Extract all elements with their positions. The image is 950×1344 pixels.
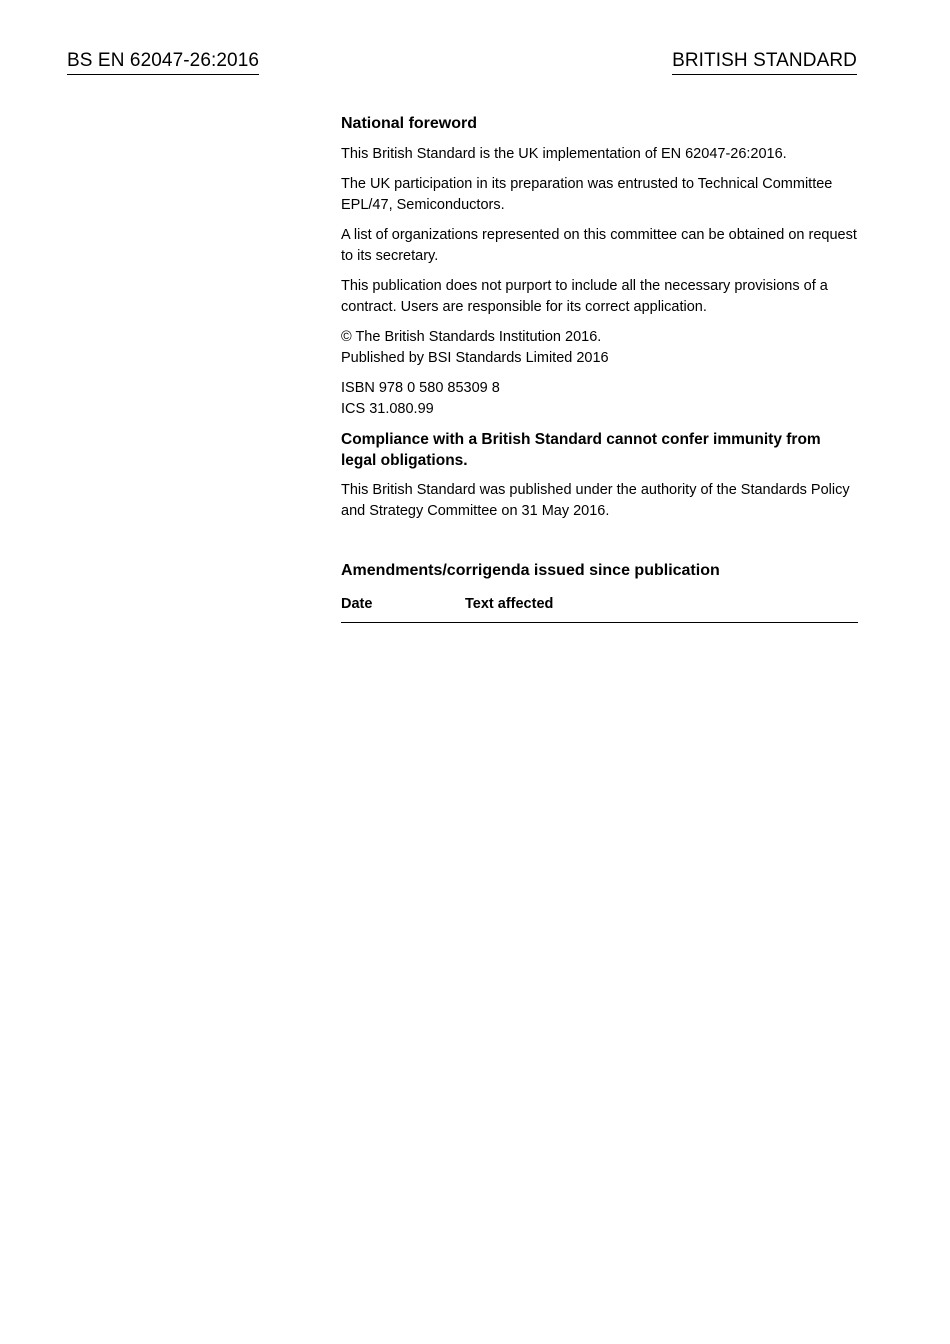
ics-line: ICS 31.080.99 [341, 401, 434, 417]
identifier-block [341, 378, 858, 420]
amendments-heading: Amendments/corrigenda issued since publication [341, 562, 720, 579]
national-foreword-section [341, 113, 858, 623]
series-label: BRITISH STANDARD [672, 49, 857, 75]
document-id: BS EN 62047-26:2016 [67, 49, 259, 75]
foreword-paragraph-provisions: This publication does not purport to include all the necessary provisions of a contract. Users are responsible for its correct application. [341, 278, 828, 315]
foreword-heading: National foreword [341, 115, 478, 132]
amendments-column-text-affected: Text affected [465, 596, 554, 612]
amendments-table-header [341, 595, 858, 623]
foreword-paragraph-organizations: A list of organizations represented on this committee can be obtained on request to its secretary. [341, 227, 857, 264]
amendments-column-date: Date [341, 596, 373, 612]
authority-statement: This British Standard was published under the authority of the Standards Policy and Strategy Committee on 31 May 2016. [341, 482, 850, 519]
foreword-paragraph-implementation: This British Standard is the UK implementation of EN 62047-26:2016. [341, 146, 787, 162]
compliance-statement: Compliance with a British Standard cannot confer immunity from legal obligations. [341, 431, 821, 469]
copyright-block [341, 327, 858, 369]
foreword-paragraph-participation: The UK participation in its preparation was entrusted to Technical Committee EPL/47, Semiconductors. [341, 176, 833, 213]
published-line: Published by BSI Standards Limited 2016 [341, 350, 609, 366]
isbn-line: ISBN 978 0 580 85309 8 [341, 380, 500, 396]
copyright-line: © The British Standards Institution 2016. [341, 329, 602, 345]
